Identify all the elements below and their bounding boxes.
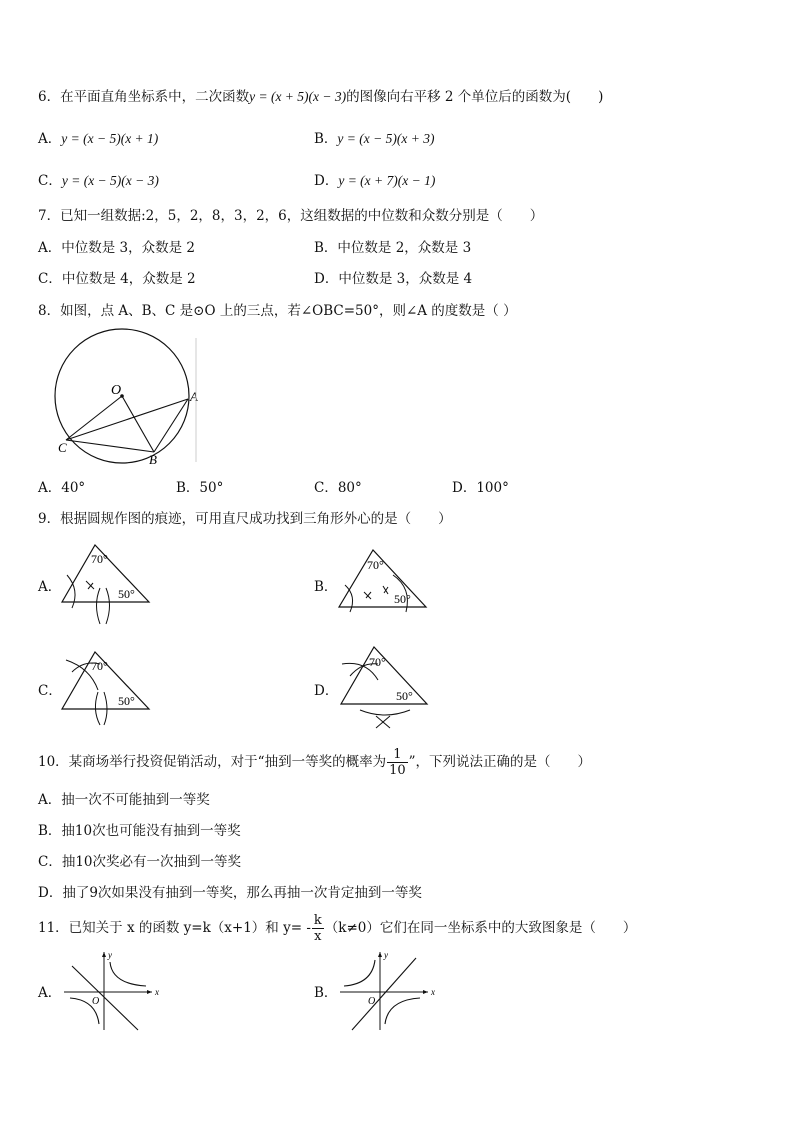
q8-option-c[interactable]: C．80° <box>314 480 362 496</box>
q8-option-a[interactable]: A．40° <box>38 480 86 496</box>
q11-stem: 11．已知关于 x 的函数 y=k（x+1）和 y= - $\frac{k}{x}$ （k≠0）它们在同一坐标系中的大致图象是（ ） <box>38 913 637 944</box>
label-a: A <box>190 389 198 404</box>
q7-option-b[interactable]: B．中位数是 2，众数是 3 <box>314 240 472 256</box>
q7-option-c[interactable]: C．中位数是 4，众数是 2 <box>38 271 196 287</box>
svg-text:50°: 50° <box>394 592 411 606</box>
svg-text:x: x <box>431 987 435 997</box>
svg-text:70°: 70° <box>91 552 108 566</box>
q9-option-c[interactable]: C． <box>38 683 62 699</box>
q6-option-b[interactable]: B．y = (x − 5)(x + 3) <box>314 131 435 147</box>
svg-text:x: x <box>155 987 159 997</box>
q8-option-d[interactable]: D．100° <box>452 480 509 496</box>
q10-option-b[interactable]: B．抽10次也可能没有抽到一等奖 <box>38 823 241 839</box>
q6-option-a[interactable]: A．y = (x − 5)(x + 1) <box>38 131 159 147</box>
svg-text:y: y <box>108 950 112 960</box>
svg-text:70°: 70° <box>91 659 108 673</box>
svg-text:70°: 70° <box>367 558 384 572</box>
q7-stem: 7．已知一组数据:2，5，2，8，3，2，6，这组数据的中位数和众数分别是（ ） <box>38 208 544 224</box>
q10-option-a[interactable]: A．抽一次不可能抽到一等奖 <box>38 792 210 808</box>
q11-option-a[interactable]: A． <box>38 985 62 1001</box>
q11-option-b[interactable]: B． <box>314 985 338 1001</box>
q10-fraction: $\frac{1}{10}$ <box>389 747 406 778</box>
q10-option-c[interactable]: C．抽10次奖必有一次抽到一等奖 <box>38 854 242 870</box>
q9-option-b[interactable]: B． <box>314 579 338 595</box>
svg-text:50°: 50° <box>396 689 413 703</box>
q9-stem: 9．根据圆规作图的痕迹，可用直尺成功找到三角形外心的是（ ） <box>38 511 452 527</box>
q6-stem: 6．在平面直角坐标系中，二次函数y = (x + 5)(x − 3)的图像向右平移 2 个单位后的函数为( ) <box>38 89 604 105</box>
q8-stem: 8．如图，点 A、B、C 是⊙O 上的三点，若∠OBC=50°，则∠A 的度数是（ ） <box>38 303 517 319</box>
q9-option-d[interactable]: D． <box>314 683 339 699</box>
svg-text:50°: 50° <box>118 694 135 708</box>
svg-text:y: y <box>384 950 388 960</box>
q7-option-d[interactable]: D．中位数是 3，众数是 4 <box>314 271 473 287</box>
label-o: O <box>111 383 122 398</box>
q6-function: y = (x + 5)(x − 3) <box>249 89 347 104</box>
svg-text:70°: 70° <box>369 655 386 669</box>
q6-option-c[interactable]: C．y = (x − 5)(x − 3) <box>38 173 159 189</box>
q6-option-d[interactable]: D．y = (x + 7)(x − 1) <box>314 173 436 189</box>
svg-text:O: O <box>368 996 376 1007</box>
q9-option-a[interactable]: A． <box>38 579 62 595</box>
q8-option-b[interactable]: B．50° <box>176 480 224 496</box>
q10-stem: 10．某商场举行投资促销活动，对于“抽到一等奖的概率为 $\frac{1}{10}$ ”，下列说法正确的是（ ） <box>38 747 592 778</box>
q10-option-d[interactable]: D．抽了9次如果没有抽到一等奖，那么再抽一次肯定抽到一等奖 <box>38 885 422 901</box>
label-c: C <box>58 440 67 455</box>
label-b: B <box>149 452 157 467</box>
svg-text:50°: 50° <box>118 587 135 601</box>
svg-text:O: O <box>92 996 100 1007</box>
q11-fraction: $\frac{k}{x}$ <box>313 913 322 944</box>
q7-option-a[interactable]: A．中位数是 3，众数是 2 <box>38 240 196 256</box>
